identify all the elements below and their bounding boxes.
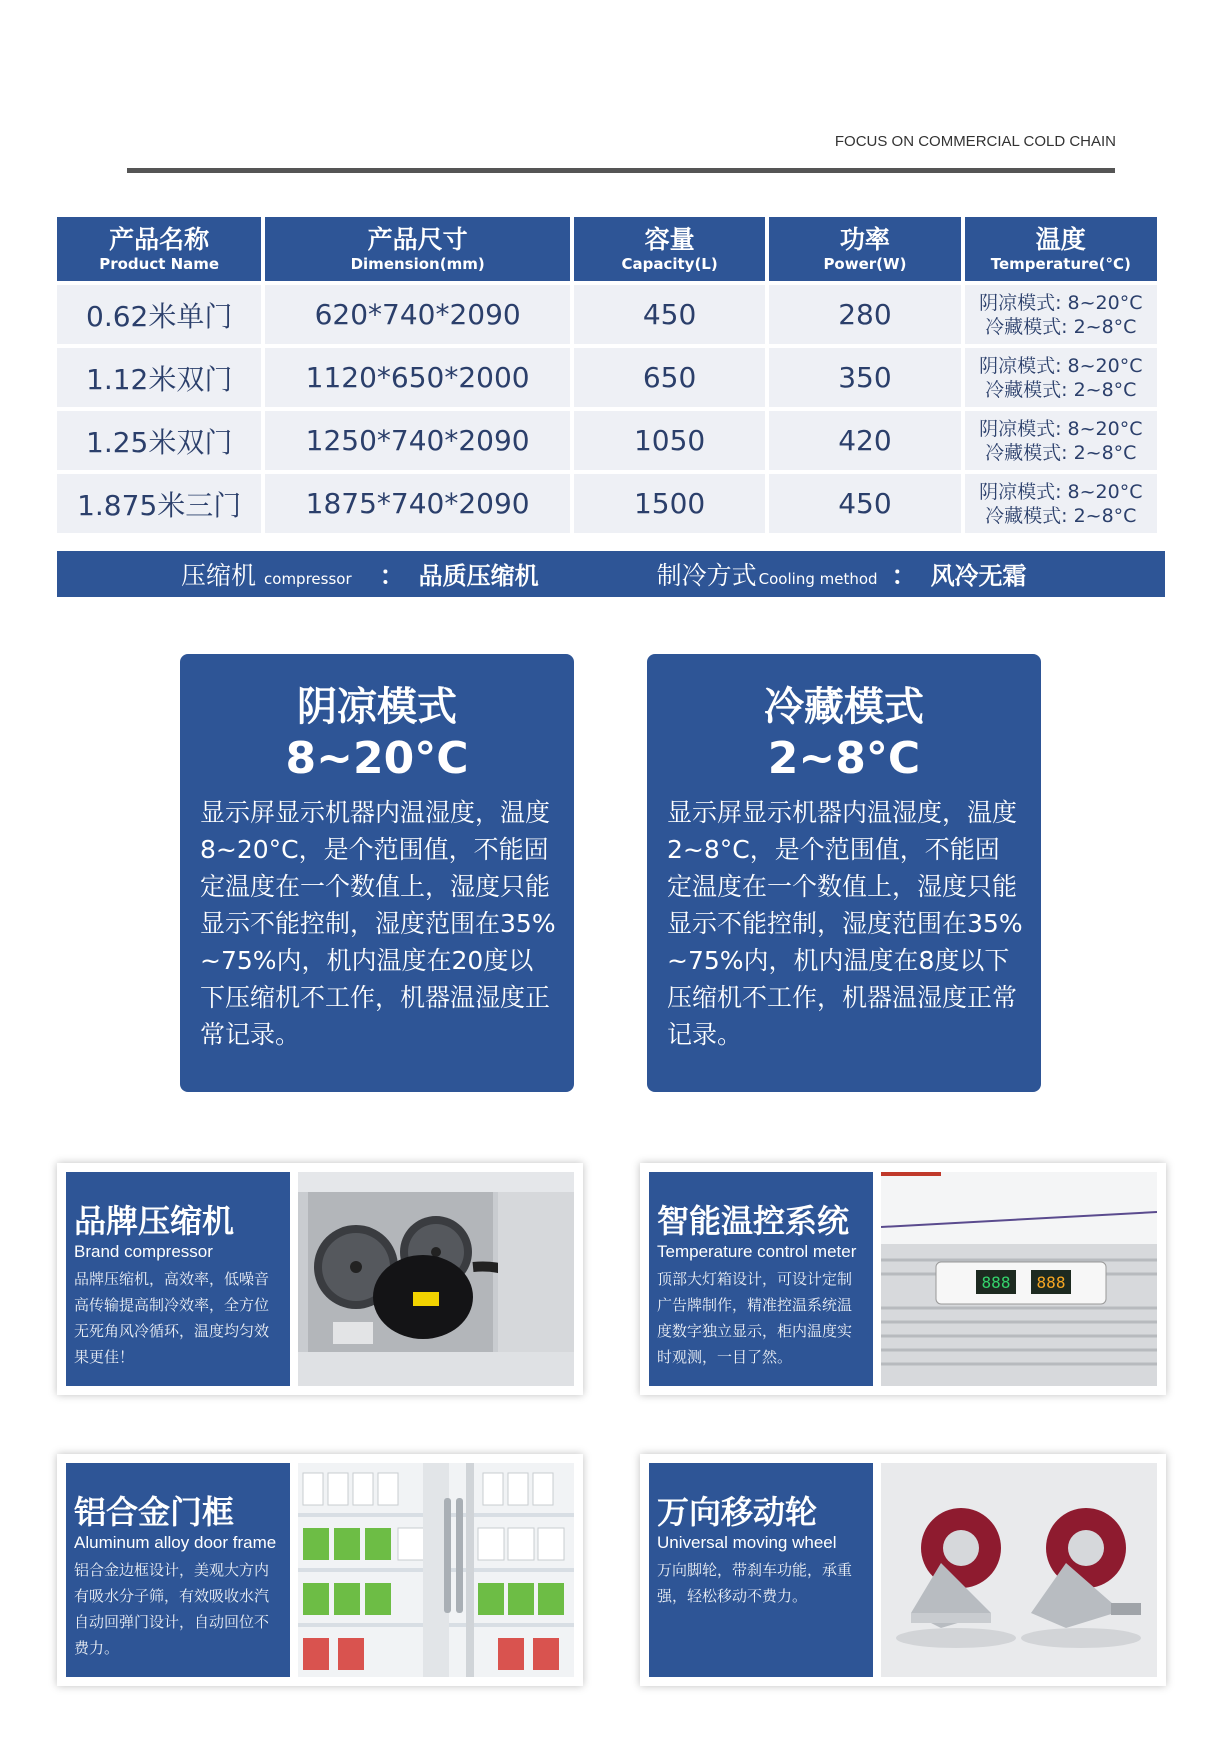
feature-title: 智能温控系统 xyxy=(657,1202,850,1240)
cell-name: 0.62米单门 xyxy=(57,285,261,344)
cell-temperature: 阴凉模式: 8~20°C 冷藏模式: 2~8°C xyxy=(965,348,1157,407)
cooling-label: 制冷方式 xyxy=(656,561,757,590)
feature-card-wheel xyxy=(640,1454,1166,1686)
header-divider xyxy=(127,168,1115,173)
mode-card-refrigerate xyxy=(647,654,1041,1092)
mode-card-cool xyxy=(180,654,574,1092)
table-row xyxy=(57,411,1157,470)
compressor-spec xyxy=(181,556,539,592)
cell-power: 280 xyxy=(769,285,960,344)
cell-dimension: 1250*740*2090 xyxy=(265,411,570,470)
header-power: 功率 Power(W) xyxy=(769,217,960,281)
header-capacity: 容量 Capacity(L) xyxy=(574,217,765,281)
temp-display-right: 888 xyxy=(1036,1273,1066,1292)
mode-description: 显示屏显示机器内温湿度，温度8~20°C，是个范围值，不能固定温度在一个数值上，湿度只能显示不能控制，湿度范围在35%~75%内，机内温度在20度以下压缩机不工作，机器温湿度正常记录。 xyxy=(200,798,556,1049)
colon: ： xyxy=(891,561,917,590)
temp-display-left: 888 xyxy=(981,1273,1011,1292)
cell-power: 420 xyxy=(769,411,960,470)
feature-description: 品牌压缩机，高效率，低噪音高传输提高制冷效率，全方位无死角风冷循环，温度均匀效果更佳！ xyxy=(74,1270,270,1366)
table-row xyxy=(57,348,1157,407)
cell-capacity: 450 xyxy=(574,285,765,344)
compressor-label: 压缩机 xyxy=(181,561,257,590)
temp-controller-photo xyxy=(881,1172,1157,1386)
feature-card-temp-control xyxy=(640,1163,1166,1395)
table-header-row xyxy=(57,217,1157,281)
spec-footer-bar xyxy=(57,551,1165,597)
cell-power: 450 xyxy=(769,474,960,533)
feature-text-panel xyxy=(66,1172,290,1386)
feature-text-panel xyxy=(649,1463,873,1677)
feature-text-panel xyxy=(66,1463,290,1677)
feature-title: 铝合金门框 xyxy=(74,1493,235,1531)
mode-range: 8~20°C xyxy=(285,733,469,784)
cell-name: 1.12米双门 xyxy=(57,348,261,407)
cell-dimension: 620*740*2090 xyxy=(265,285,570,344)
compressor-label-en: compressor xyxy=(264,570,352,588)
cell-capacity: 1500 xyxy=(574,474,765,533)
caster-wheel-photo xyxy=(881,1463,1157,1677)
feature-card-door-frame xyxy=(57,1454,583,1686)
cell-dimension: 1875*740*2090 xyxy=(265,474,570,533)
cell-temperature: 阴凉模式: 8~20°C 冷藏模式: 2~8°C xyxy=(965,411,1157,470)
feature-title: 品牌压缩机 xyxy=(74,1202,235,1240)
feature-text-panel xyxy=(649,1172,873,1386)
header-dimension: 产品尺寸 Dimension(mm) xyxy=(265,217,570,281)
cell-capacity: 1050 xyxy=(574,411,765,470)
mode-range: 2~8°C xyxy=(767,733,921,784)
feature-subtitle: Brand compressor xyxy=(74,1242,213,1261)
feature-description: 铝合金边框设计，美观大方内有吸水分子筛，有效吸收水汽自动回弹门设计，自动回位不费力。 xyxy=(74,1561,270,1657)
table-row xyxy=(57,285,1157,344)
cooling-value: 风冷无霜 xyxy=(930,562,1027,590)
cooling-spec xyxy=(657,556,1027,592)
feature-title: 万向移动轮 xyxy=(657,1493,818,1531)
mode-title: 阴凉模式 xyxy=(297,684,457,730)
cell-name: 1.25米双门 xyxy=(57,411,261,470)
mode-title: 冷藏模式 xyxy=(764,684,924,730)
feature-description: 顶部大灯箱设计，可设计定制广告牌制作，精准控温系统温度数字独立显示，柜内温度实时观测，一目了然。 xyxy=(657,1270,853,1366)
cooling-label-en: Cooling method xyxy=(758,570,878,588)
cell-temperature: 阴凉模式: 8~20°C 冷藏模式: 2~8°C xyxy=(965,474,1157,533)
cell-name: 1.875米三门 xyxy=(57,474,261,533)
colon: ： xyxy=(379,561,405,590)
feature-subtitle: Universal moving wheel xyxy=(657,1533,837,1552)
mode-description: 显示屏显示机器内温湿度，温度2~8°C，是个范围值，不能固定温度在一个数值上，湿度只能显示不能控制，湿度范围在35%~75%内，机内温度在8度以下压缩机不工作，机器温湿度正常记录。 xyxy=(667,798,1023,1049)
door-frame-photo xyxy=(298,1463,574,1677)
feature-card-compressor xyxy=(57,1163,583,1395)
cell-dimension: 1120*650*2000 xyxy=(265,348,570,407)
header-product-name: 产品名称 Product Name xyxy=(57,217,261,281)
feature-description: 万向脚轮，带刹车功能，承重强，轻松移动不费力。 xyxy=(657,1561,853,1605)
table-row xyxy=(57,474,1157,533)
header-temperature: 温度 Temperature(°C) xyxy=(965,217,1157,281)
header-tagline: FOCUS ON COMMERCIAL COLD CHAIN xyxy=(834,133,1116,150)
compressor-value: 品质压缩机 xyxy=(418,562,539,590)
feature-subtitle: Temperature control meter xyxy=(657,1242,857,1261)
cell-temperature: 阴凉模式: 8~20°C 冷藏模式: 2~8°C xyxy=(965,285,1157,344)
spec-table xyxy=(53,213,1161,537)
cell-power: 350 xyxy=(769,348,960,407)
compressor-photo xyxy=(298,1172,574,1386)
cell-capacity: 650 xyxy=(574,348,765,407)
feature-subtitle: Aluminum alloy door frame xyxy=(74,1533,277,1552)
